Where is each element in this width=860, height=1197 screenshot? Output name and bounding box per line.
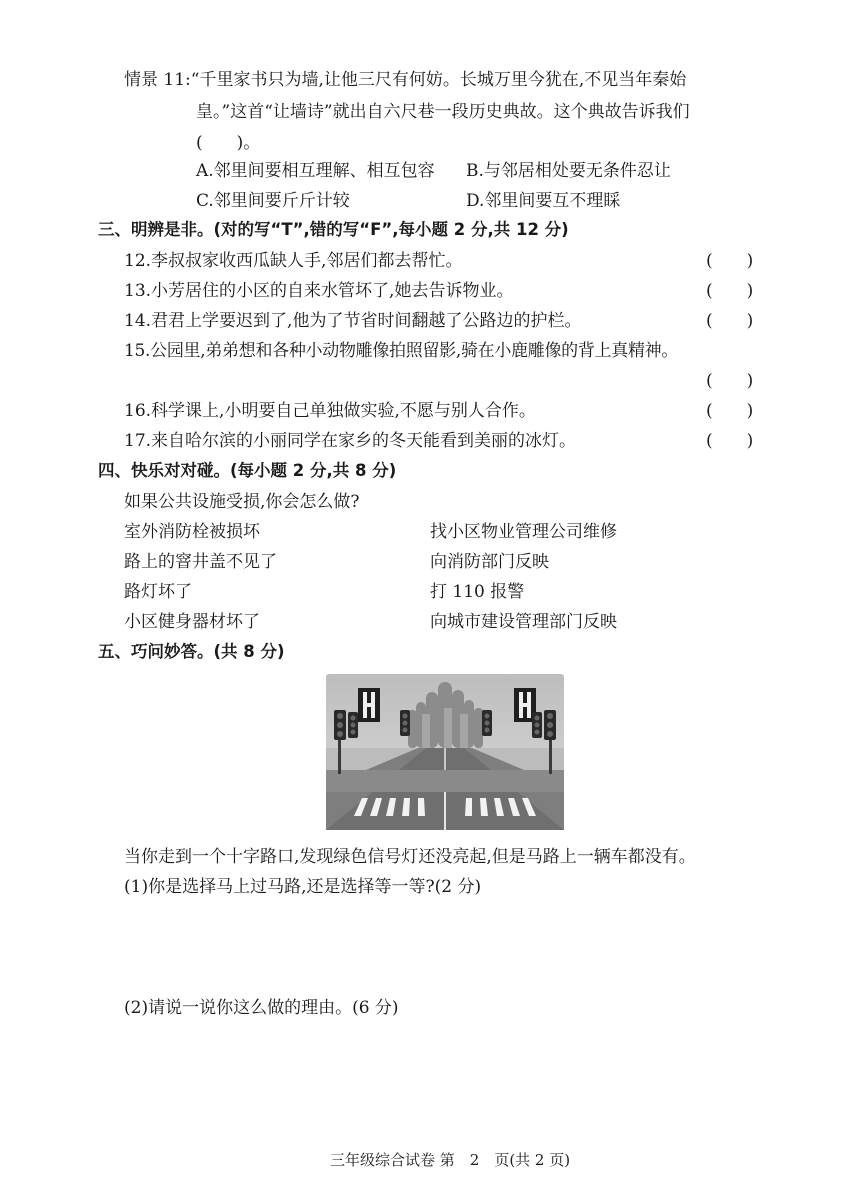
section3-heading: 三、明辨是非。(对的写“T”,错的写“F”,每小题 2 分,共 12 分) (98, 220, 569, 239)
tf-item-13: 13.小芳居住的小区的自来水管坏了,她去告诉物业。 (124, 281, 514, 301)
section5-scenario: 当你走到一个十字路口,发现绿色信号灯还没亮起,但是马路上一辆车都没有。 (124, 847, 696, 867)
match-left-1: 室外消防栓被损坏 (124, 522, 260, 542)
tf-item-14: 14.君君上学要迟到了,他为了节省时间翻越了公路边的护栏。 (124, 311, 582, 331)
crossroad-illustration (326, 674, 564, 830)
match-left-3: 路灯坏了 (124, 582, 192, 602)
tf-answer-17: ( ) (706, 431, 754, 451)
page-footer: 三年级综合试卷 第 2 页(共 2 页) (330, 1151, 571, 1169)
match-left-4: 小区健身器材坏了 (124, 612, 260, 632)
tf-answer-12: ( ) (706, 251, 754, 271)
tf-item-17: 17.来自哈尔滨的小丽同学在家乡的冬天能看到美丽的冰灯。 (124, 431, 577, 451)
match-right-4: 向城市建设管理部门反映 (430, 612, 617, 632)
tf-answer-13: ( ) (706, 281, 754, 301)
q11-option-a: A.邻里间要相互理解、相互包容 (196, 161, 435, 181)
q11-answer-paren: ( )。 (196, 133, 261, 153)
q11-line1: 情景 11:“千里家书只为墙,让他三尺有何妨。长城万里今犹在,不见当年秦始 (124, 70, 687, 90)
q11-option-c: C.邻里间要斤斤计较 (196, 191, 350, 211)
tf-item-15: 15.公园里,弟弟想和各种小动物雕像拍照留影,骑在小鹿雕像的背上真精神。 (124, 341, 679, 361)
section4-heading: 四、快乐对对碰。(每小题 2 分,共 8 分) (98, 461, 397, 480)
q11-line2: 皇。”这首“让墙诗”就出自六尺巷一段历史典故。这个典故告诉我们 (196, 102, 690, 122)
match-right-1: 找小区物业管理公司维修 (430, 522, 617, 542)
match-right-2: 向消防部门反映 (430, 552, 549, 572)
match-right-3: 打 110 报警 (430, 582, 525, 602)
tf-answer-15: ( ) (706, 371, 754, 391)
tf-answer-16: ( ) (706, 401, 754, 421)
section4-prompt: 如果公共设施受损,你会怎么做? (124, 492, 360, 512)
section5-question-2: (2)请说一说你这么做的理由。(6 分) (124, 998, 399, 1018)
tf-answer-14: ( ) (706, 311, 754, 331)
section5-question-1: (1)你是选择马上过马路,还是选择等一等?(2 分) (124, 877, 482, 897)
match-left-2: 路上的窨井盖不见了 (124, 552, 277, 572)
q11-option-b: B.与邻居相处要无条件忍让 (466, 161, 671, 181)
q11-option-d: D.邻里间要互不理睬 (466, 191, 621, 211)
tf-item-12: 12.李叔叔家收西瓜缺人手,邻居们都去帮忙。 (124, 251, 463, 271)
section5-heading: 五、巧问妙答。(共 8 分) (98, 642, 285, 661)
tf-item-16: 16.科学课上,小明要自己单独做实验,不愿与别人合作。 (124, 401, 536, 421)
